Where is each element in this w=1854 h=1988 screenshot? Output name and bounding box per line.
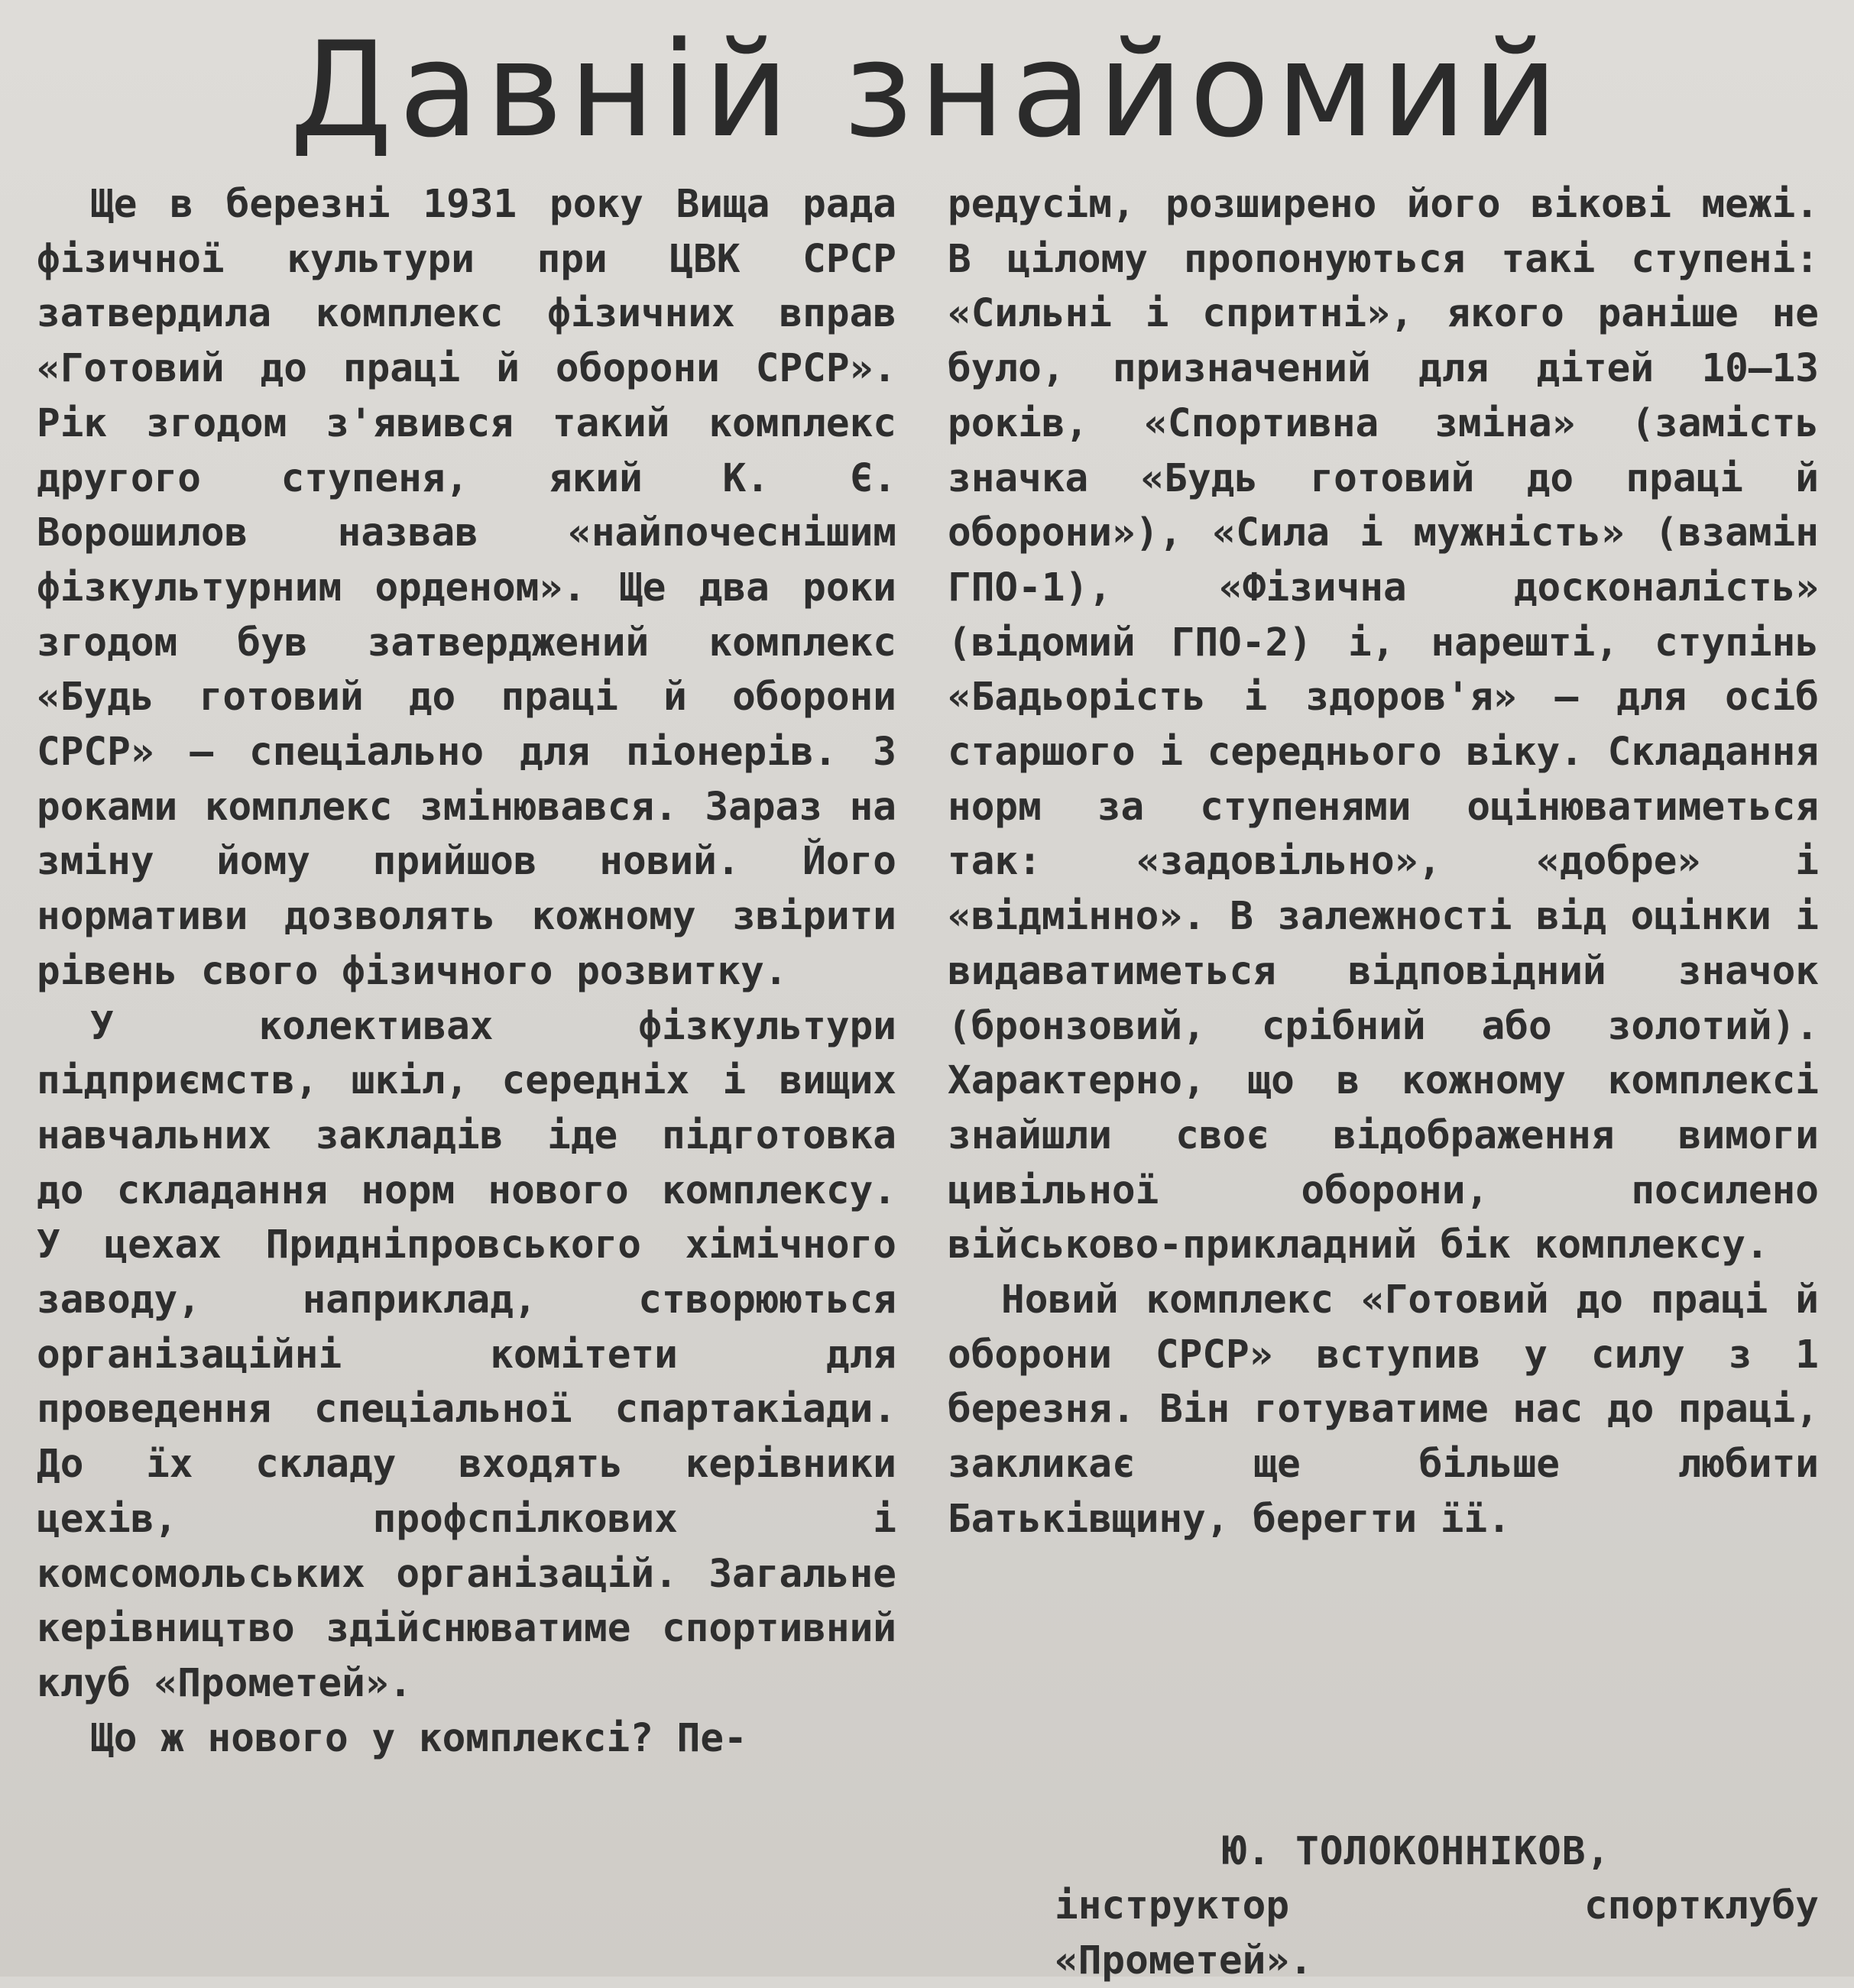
right-column: [948, 177, 1819, 1547]
paragraph-stages: редусім, розширено його вікові межі. В цілому пропонуються такі ступені: «Сильні і спритні», якого раніше не було, призначений для дітей 10—13 років, «Спортивна зміна» (замість значка «Будь готовий до праці й оборони»), «Сила і мужність» (взамін ГПО-1), «Фізична досконалість» (відомий ГПО-2) і, нарешті, ступінь «Бадьорість і здоров'я» — для осіб старшого і середнього віку. Складання норм за ступенями оцінюватиметься так: «задовільно», «добре» і «відмінно». В залежності від оцінки і видаватиметься відповідний значок (бронзовий, срібний або золотий). Характерно, що в кожному комплексі знайшли своє відображення вимоги цивільної оборони, посилено військово-прикладний бік комплексу.: [948, 182, 1819, 1268]
paragraph-question: Що ж нового у комплексі? Пе-: [90, 1715, 747, 1761]
paragraph-conclusion: Новий комплекс «Готовий до праці й оборони СРСР» вступив у силу з 1 березня. Він готуватиме нас до праці, закликає ще більше любити Батьківщину, берегти її.: [948, 1277, 1819, 1542]
article-title: Давній знайомий: [290, 13, 1564, 167]
paragraph-history: Ще в березні 1931 року Вища рада фізичної культури при ЦВК СРСР затвердила комплекс фізичних вправ «Готовий до праці й оборони СРСР». Рік згодом з'явився такий комплекс другого ступеня, який К. Є. Ворошилов назвав «найпочеснішим фізкультурним орденом». Ще два роки згодом був затверджений комплекс «Будь готовий до праці й оборони СРСР» — спеціально для піонерів. З роками комплекс змінювався. Зараз на зміну йому прийшов новий. Його нормативи дозволять кожному звірити рівень свого фізичного розвитку.: [37, 182, 896, 994]
left-column: [37, 177, 896, 1766]
author-role: інструктор спортклубу «Прометей».: [1055, 1883, 1819, 1983]
author-name: Ю. ТОЛОКОННІКОВ,: [1223, 1829, 1611, 1874]
paragraph-preparation: У колективах фізкультури підприємств, шкіл, середніх і вищих навчальних закладів іде підготовка до складання норм нового комплексу. У цехах Придніпровського хімічного заводу, наприклад, створюються організаційні комітети для проведення спеціальної спартакіади. До їх складу входять керівники цехів, профспілкових і комсомольських організацій. Загальне керівництво здійснюватиме спортивний клуб «Прометей».: [37, 1003, 896, 1706]
